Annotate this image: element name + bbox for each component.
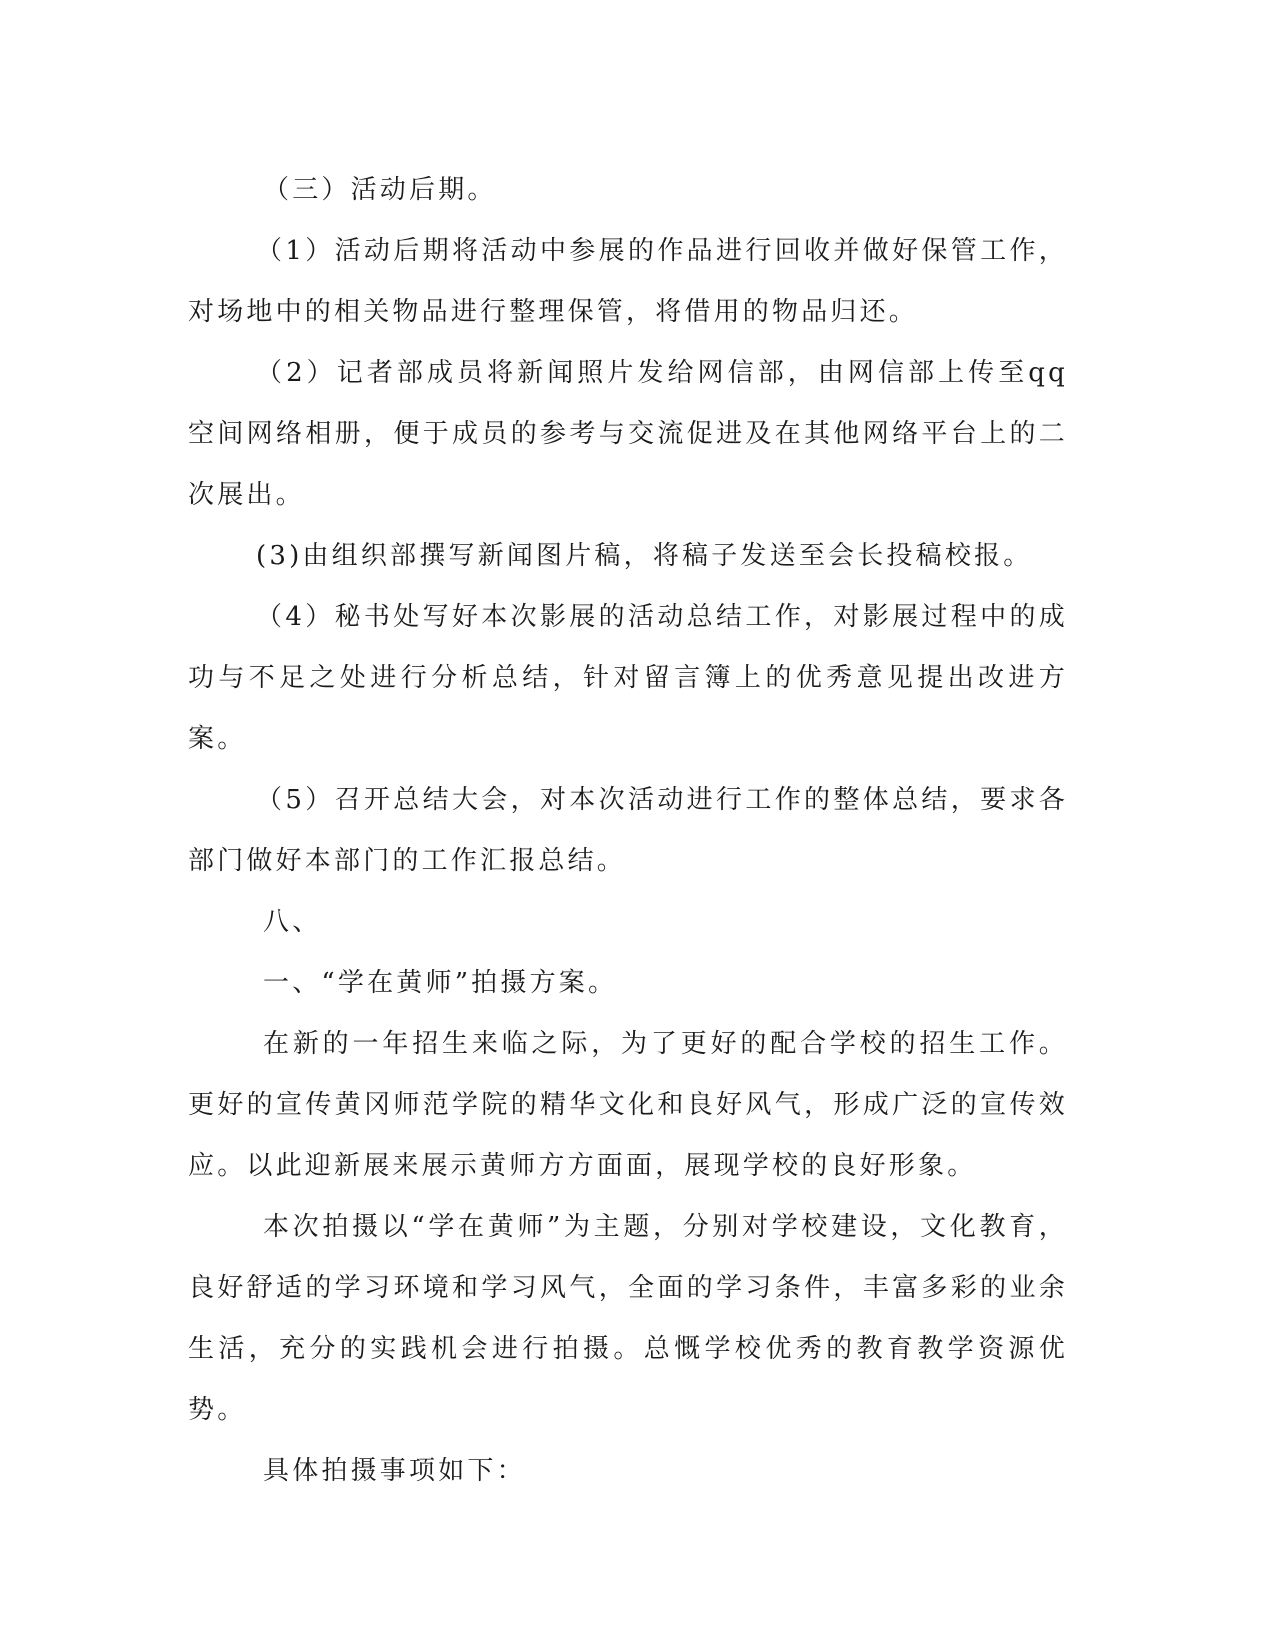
paragraph-item-1: （1）活动后期将活动中参展的作品进行回收并做好保管工作，对场地中的相关物品进行整理保管，将借用的物品归还。 [188,236,1068,327]
paragraph-item-2: （2）记者部成员将新闻照片发给网信部，由网信部上传至qq空间网络相册，便于成员的参考与交流促进及在其他网络平台上的二次展出。 [188,358,1068,510]
section-heading-eight: 八、 [263,907,322,937]
document-body [188,160,1068,1502]
paragraph-details-intro: 具体拍摄事项如下： [263,1456,526,1486]
paragraph-background: 在新的一年招生来临之际，为了更好的配合学校的招生工作。更好的宣传黄冈师范学院的精华文化和良好风气，形成广泛的宣传效应。以此迎新展来展示黄师方方面面，展现学校的良好形象。 [188,1029,1068,1181]
paragraph-item-5: （5）召开总结大会，对本次活动进行工作的整体总结，要求各部门做好本部门的工作汇报总结。 [188,785,1068,876]
section-heading-phase-three: （三）活动后期。 [263,175,497,205]
section-heading-shooting-plan: 一、“学在黄师”拍摄方案。 [263,968,618,998]
paragraph-item-4: （4）秘书处写好本次影展的活动总结工作，对影展过程中的成功与不足之处进行分析总结，针对留言簿上的优秀意见提出改进方案。 [188,602,1068,754]
paragraph-theme: 本次拍摄以“学在黄师”为主题，分别对学校建设，文化教育，良好舒适的学习环境和学习风气，全面的学习条件，丰富多彩的业余生活，充分的实践机会进行拍摄。总慨学校优秀的教育教学资源优势。 [188,1212,1068,1425]
paragraph-item-3: (3)由组织部撰写新闻图片稿，将稿子发送至会长投稿校报。 [256,541,1033,571]
